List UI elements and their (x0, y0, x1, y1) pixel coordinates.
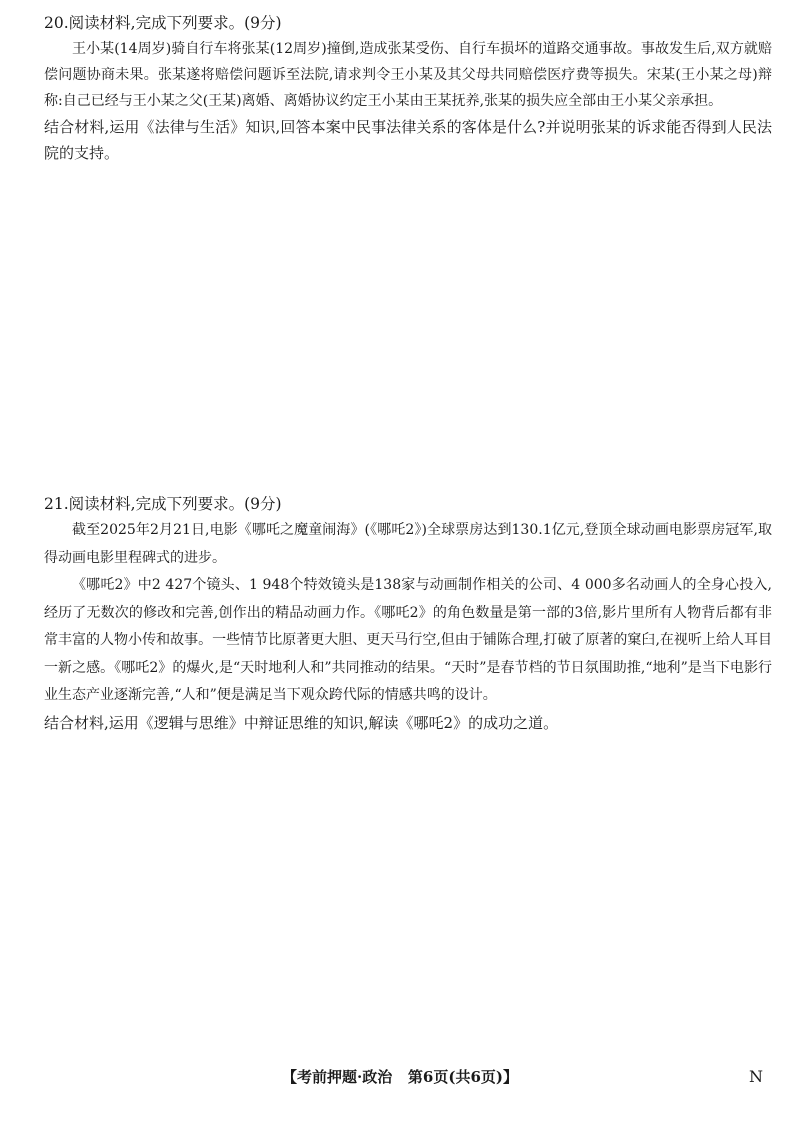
question-task: 结合材料,运用《逻辑与思维》中辩证思维的知识,解读《哪吒2》的成功之道。 (44, 713, 559, 732)
material-paragraph: 《哪吒2》中2 427个镜头、1 948个特效镜头是138家与动画制作相关的公司、4 000多名动画人的全身心投入,经历了无数次的修改和完善,创作出的精品动画力作。《哪吒2》的角色数量是第一部的3倍,影片里所有人物背后都有非常丰富的人物小传和故事。一些情节比原著更大胆、更天马行空,但由于铺陈合理,打破了原著的窠臼,在视听上给人耳目一新之感。《哪吒2》的爆火,是“天时地利人和”共同推动的结果。“天时”是春节档的节日氛围助推,“地利”是当下电影行业生态产业逐渐完善,“人和”便是满足当下观众跨代际的情感共鸣的设计。 (44, 577, 772, 703)
page-footer (0, 1067, 800, 1087)
page-info: 第6页(共6页)】 (407, 1068, 518, 1086)
material-paragraph: 截至2025年2月21日,电影《哪吒之魔童闹海》(《哪吒2》)全球票房达到130.1亿元,登顶全球动画电影票房冠军,取得动画电影里程碑式的进步。 (44, 522, 772, 566)
material-paragraph: 王小某(14周岁)骑自行车将张某(12周岁)撞倒,造成张某受伤、自行车损坏的道路交通事故。事故发生后,双方就赔偿问题协商未果。张某遂将赔偿问题诉至法院,请求判令王小某及其父母共同赔偿医疗费等损失。宋某(王小某之母)辩称:自己已经与王小某之父(王某)离婚、离婚协议约定王小某由王某抚养,张某的损失应全部由王小某父亲承担。 (44, 41, 772, 109)
exam-label: 【考前押题·政治 (282, 1068, 393, 1086)
question-heading: 21.阅读材料,完成下列要求。(9分) (44, 495, 282, 513)
question-heading: 20.阅读材料,完成下列要求。(9分) (44, 14, 282, 32)
page-mark: N (749, 1067, 763, 1086)
question-20 (44, 10, 772, 166)
question-task: 结合材料,运用《法律与生活》知识,回答本案中民事法律关系的客体是什么?并说明张某的诉求能否得到人民法院的支持。 (44, 118, 772, 162)
question-21 (44, 491, 772, 736)
